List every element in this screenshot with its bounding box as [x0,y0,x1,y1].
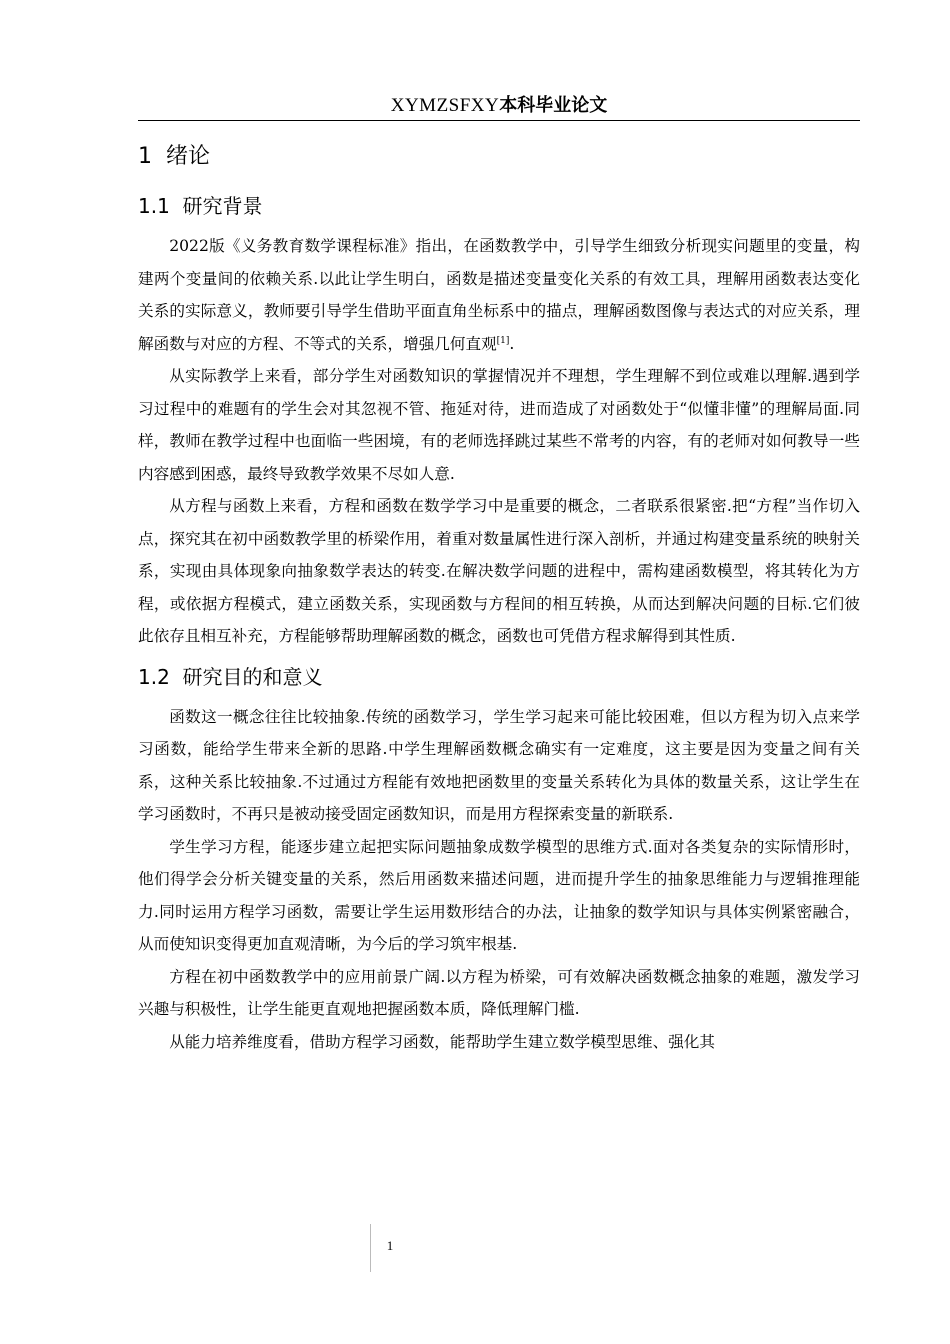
paragraph: 方程在初中函数教学中的应用前景广阔.以方程为桥梁，可有效解决函数概念抽象的难题，激发学习兴趣与积极性，让学生能更直观地把握函数本质，降低理解门槛. [138,967,860,1018]
paragraph: 从能力培养维度看，借助方程学习函数，能帮助学生建立数学模型思维、强化其 [169,1032,715,1051]
header-title: 本科毕业论文 [499,95,608,116]
section-heading [138,188,860,230]
paragraph: 函数这一概念往往比较抽象.传统的函数学习，学生学习起来可能比较困难，但以方程为切入点来学习函数，能给学生带来全新的思路.中学生理解函数概念确实有一定难度，这主要是因为变量之间有关系，这种关系比较抽象.不过通过方程能有效地把函数里的变量关系转化为具体的数量关系，这让学生在学习函数时，不再只是被动接受固定函数知识，而是用方程探索变量的新联系. [138,707,860,823]
chapter-number: 1 [138,144,152,169]
paragraph: 从方程与函数上来看，方程和函数在数学学习中是重要的概念，二者联系很紧密.把“方程”当作切入点，探究其在初中函数教学里的桥梁作用，着重对数量属性进行深入剖析，并通过构建变量系统的映射关系，实现由具体现象向抽象数学表达的转变.在解决数学问题的进程中，需构建函数模型，将其转化为方程，或依据方程模式，建立函数关系，实现函数与方程间的相互转换，从而达到解决问题的目标.它们彼此依存且相互补充，方程能够帮助理解函数的概念，函数也可凭借方程求解得到其性质. [138,497,860,645]
header-code: XYMZSFXY [390,95,500,116]
citation: [1] [496,335,510,346]
paragraph: 从实际教学上来看，部分学生对函数知识的掌握情况并不理想，学生理解不到位或难以理解.遇到学习过程中的难题有的学生会对其忽视不管、拖延对待，进而造成了对函数处于“似懂非懂”的理解局面.同样，教师在教学过程中也面临一些困境，有的老师选择跳过某些不常考的内容，有的老师对如何教导一些内容感到困惑，最终导致教学效果不尽如人意. [138,367,860,483]
section-heading [138,659,860,701]
paragraph: 学生学习方程，能逐步建立起把实际问题抽象成数学模型的思维方式.面对各类复杂的实际情形时，他们得学会分析关键变量的关系，然后用函数来描述问题，进而提升学生的抽象思维能力与逻辑推理能力.同时运用方程学习函数，需要让学生运用数形结合的办法，让抽象的数学知识与具体实例紧密融合，从而使知识变得更加直观清晰，为今后的学习筑牢根基. [138,837,860,953]
paragraph: 2022版《义务教育数学课程标准》指出，在函数教学中，引导学生细致分析现实问题里的变量，构建两个变量间的依赖关系.以此让学生明白，函数是描述变量变化关系的有效工具，理解用函数表达变化关系的实际意义，教师要引导学生借助平面直角坐标系中的描点，理解函数图像与表达式的对应关系，理解函数与对应的方程、不等式的关系，增强几何直观[1]. [138,237,860,353]
chapter-heading [138,138,860,188]
page-number: 1 [386,1238,394,1253]
body-text [138,138,860,1058]
chapter-title: 绪论 [166,144,211,169]
section-title: 研究背景 [182,194,263,218]
page-header [138,92,860,121]
section-title: 研究目的和意义 [182,664,323,689]
section-number: 1.2 [138,664,170,689]
section-number: 1.1 [138,194,170,218]
